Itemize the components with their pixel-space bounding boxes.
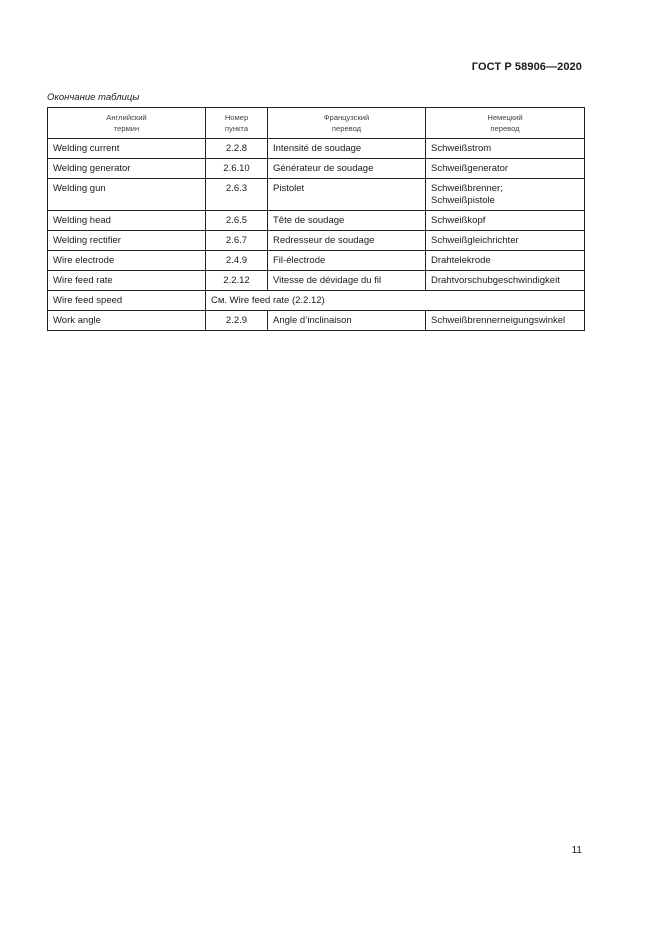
- column-header-english-term: Английский термин: [48, 108, 206, 139]
- german-translation-cell: [426, 179, 585, 211]
- table-row: [48, 271, 585, 291]
- english-term-cell: Wire feed speed: [48, 291, 206, 311]
- table-row: [48, 159, 585, 179]
- cross-reference-cell: См. Wire feed rate (2.2.12): [206, 291, 585, 311]
- german-translation-cell: Schweißgleichrichter: [426, 231, 585, 251]
- english-term-cell: Wire feed rate: [48, 271, 206, 291]
- german-translation-cell: Schweißbrennerneigungswinkel: [426, 311, 585, 331]
- french-translation-cell: Fil-électrode: [268, 251, 426, 271]
- table-caption: Окончание таблицы: [47, 92, 140, 103]
- table-row: [48, 311, 585, 331]
- french-translation-cell: Redresseur de soudage: [268, 231, 426, 251]
- german-translation-cell: Drahtelekrode: [426, 251, 585, 271]
- document-standard-header: ГОСТ Р 58906—2020: [471, 61, 582, 73]
- german-translation-cell: Drahtvorschubgeschwindigkeit: [426, 271, 585, 291]
- german-translation-cell: Schweißgenerator: [426, 159, 585, 179]
- column-header-french-translation: Французский перевод: [268, 108, 426, 139]
- french-translation-cell: Vitesse de dévidage du fil: [268, 271, 426, 291]
- column-header-clause-number: Номер пункта: [206, 108, 268, 139]
- french-translation-cell: Pistolet: [268, 179, 426, 211]
- french-translation-cell: Intensité de soudage: [268, 139, 426, 159]
- table-row: [48, 231, 585, 251]
- french-translation-cell: Angle d’inclinaison: [268, 311, 426, 331]
- german-translation-line: Schweißbrenner;: [431, 183, 503, 194]
- clause-number-cell: 2.2.9: [206, 311, 268, 331]
- table-header-row: [48, 108, 585, 139]
- clause-number-cell: 2.2.8: [206, 139, 268, 159]
- column-header-german-translation: Немецкий перевод: [426, 108, 585, 139]
- terms-table: [47, 107, 585, 331]
- clause-number-cell: 2.6.7: [206, 231, 268, 251]
- clause-number-cell: 2.6.3: [206, 179, 268, 211]
- english-term-cell: Welding gun: [48, 179, 206, 211]
- english-term-cell: Wire electrode: [48, 251, 206, 271]
- clause-number-cell: 2.2.12: [206, 271, 268, 291]
- table-row: [48, 139, 585, 159]
- french-translation-cell: Tête de soudage: [268, 211, 426, 231]
- table-row: [48, 291, 585, 311]
- clause-number-cell: 2.6.10: [206, 159, 268, 179]
- german-translation-cell: Schweißstrom: [426, 139, 585, 159]
- english-term-cell: Welding current: [48, 139, 206, 159]
- table-row: [48, 251, 585, 271]
- french-translation-cell: Générateur de soudage: [268, 159, 426, 179]
- page-number: 11: [571, 845, 582, 856]
- english-term-cell: Work angle: [48, 311, 206, 331]
- english-term-cell: Welding head: [48, 211, 206, 231]
- table-row: [48, 179, 585, 211]
- clause-number-cell: 2.4.9: [206, 251, 268, 271]
- english-term-cell: Welding generator: [48, 159, 206, 179]
- german-translation-line: Schweißpistole: [431, 195, 495, 206]
- table-row: [48, 211, 585, 231]
- english-term-cell: Welding rectifier: [48, 231, 206, 251]
- german-translation-cell: Schweißkopf: [426, 211, 585, 231]
- clause-number-cell: 2.6.5: [206, 211, 268, 231]
